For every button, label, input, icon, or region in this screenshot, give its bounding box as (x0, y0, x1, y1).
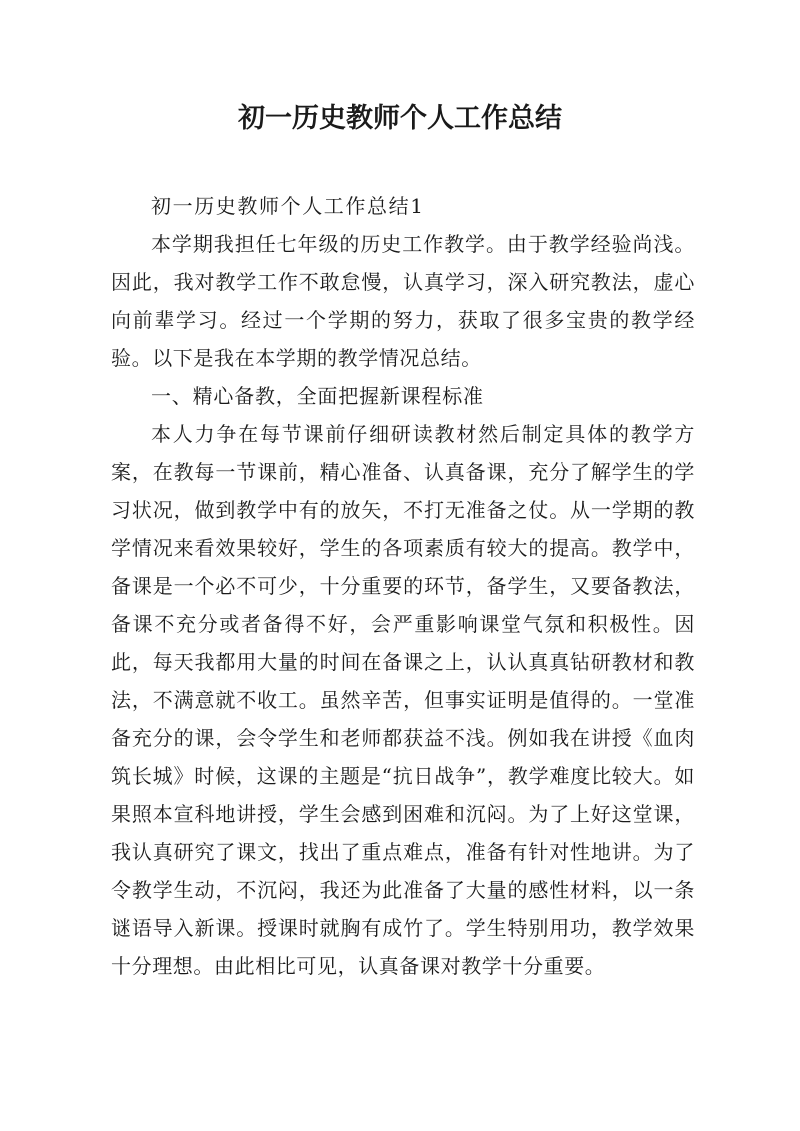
section-paragraph: 本人力争在每节课前仔细研读教材然后制定具体的教学方案，在教每一节课前，精心准备、认真备课，充分了解学生的学习状况，做到教学中有的放矢，不打无准备之仗。从一学期的教学情况来看效果较好，学生的各项素质有较大的提高。教学中，备课是一个必不可少，十分重要的环节，备学生，又要备教法，备课不充分或者备得不好，会严重影响课堂气氛和积极性。因此，每天我都用大量的时间在备课之上，认认真真钻研教材和教法，不满意就不收工。虽然辛苦，但事实证明是值得的。一堂准备充分的课，会令学生和老师都获益不浅。例如我在讲授《血肉筑长城》时候，这课的主题是“抗日战争”，教学难度比较大。如果照本宣科地讲授，学生会感到困难和沉闷。为了上好这堂课，我认真研究了课文，找出了重点难点，准备有针对性地讲。为了令教学生动，不沉闷，我还为此准备了大量的感性材料，以一条谜语导入新课。授课时就胸有成竹了。学生特别用功，教学效果十分理想。由此相比可见，认真备课对教学十分重要。 (111, 422, 695, 978)
document-body (111, 187, 695, 985)
intro-paragraph: 本学期我担任七年级的历史工作教学。由于教学经验尚浅。因此，我对教学工作不敢怠慢，认真学习，深入研究教法，虚心向前辈学习。经过一个学期的努力，获取了很多宝贵的教学经验。以下是我在本学期的教学情况总结。 (111, 232, 695, 370)
section-heading: 一、精心备教，全面把握新课程标准 (151, 384, 484, 408)
document-subtitle: 初一历史教师个人工作总结1 (151, 194, 425, 218)
document-title: 初一历史教师个人工作总结 (238, 103, 562, 134)
